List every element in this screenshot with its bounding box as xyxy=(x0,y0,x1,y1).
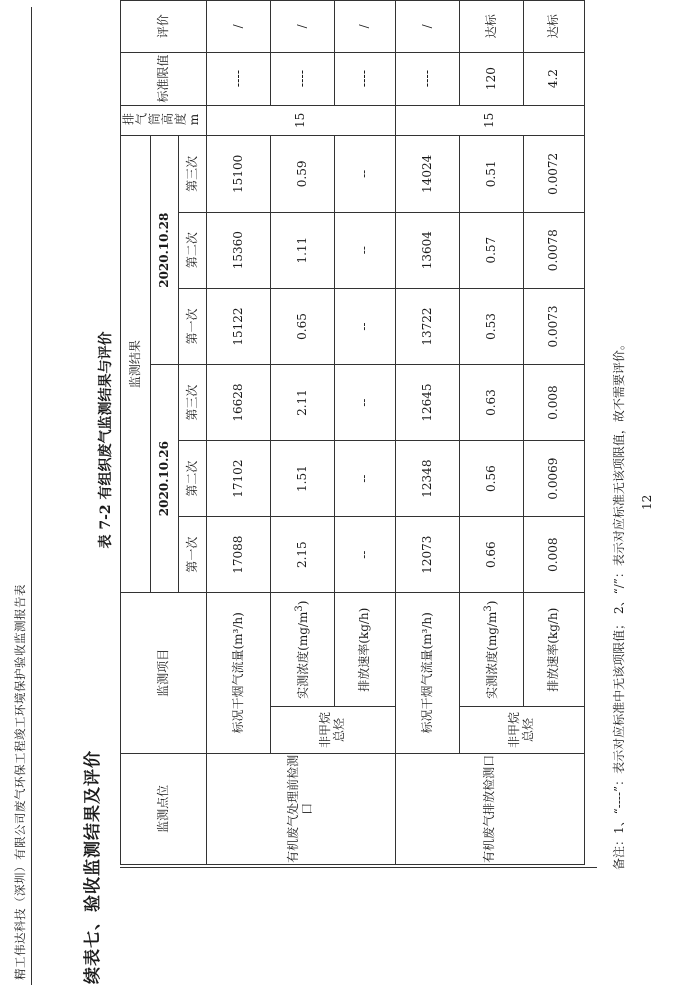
eval-cell: / xyxy=(271,1,335,53)
value-cell: 13604 xyxy=(396,212,460,288)
value-cell: 16628 xyxy=(207,365,271,441)
limit-cell: 4.2 xyxy=(524,52,585,105)
run-header: 第三次 xyxy=(179,365,207,441)
value-cell: 17088 xyxy=(207,517,271,593)
page-number: 12 xyxy=(640,494,654,510)
monitoring-point: 有机废气处理前检测口 xyxy=(207,753,396,864)
eval-cell: / xyxy=(396,1,460,53)
value-cell: -- xyxy=(335,136,396,212)
conc-label-text: ) xyxy=(485,600,500,606)
value-cell: 0.008 xyxy=(524,517,585,593)
row-label: 标况干烟气流量(m³/h) xyxy=(207,593,271,754)
run-header: 第一次 xyxy=(179,517,207,593)
run-header: 第三次 xyxy=(179,136,207,212)
table-notes xyxy=(610,338,627,870)
value-cell: 2.15 xyxy=(271,517,335,593)
value-cell: 0.56 xyxy=(460,440,524,516)
header-cell: 评价 xyxy=(121,1,207,53)
value-cell: 0.008 xyxy=(524,365,585,441)
table-caption: 表 7-2 有组织废气监测结果与评价 xyxy=(98,331,114,549)
section-title: 续表七、验收监测结果及评价 xyxy=(83,750,103,984)
limit-cell: ---- xyxy=(271,52,335,105)
pollutant-label: 非甲烷总烃 xyxy=(460,707,585,753)
limit-cell: ---- xyxy=(396,52,460,105)
row-label: 排放速率(kg/h) xyxy=(524,593,585,707)
value-cell: 1.11 xyxy=(271,212,335,288)
value-cell: 2.11 xyxy=(271,365,335,441)
date-header: 2020.10.26 xyxy=(151,365,179,593)
eval-cell: 达标 xyxy=(524,1,585,53)
stack-height-value: 15 xyxy=(207,105,396,136)
header-cell: 监测点位 xyxy=(121,753,207,864)
value-cell: 0.51 xyxy=(460,136,524,212)
header-rule xyxy=(31,7,32,985)
value-cell: 0.0072 xyxy=(524,136,585,212)
value-cell: 0.0073 xyxy=(524,288,585,364)
value-cell: 0.63 xyxy=(460,365,524,441)
row-label: 排放速率(kg/h) xyxy=(335,593,396,707)
value-cell: -- xyxy=(335,365,396,441)
value-cell: 0.66 xyxy=(460,517,524,593)
conc-label-sup: 3 xyxy=(483,605,495,612)
header-cell: 标准限值 xyxy=(121,52,207,105)
value-cell: 14024 xyxy=(396,136,460,212)
run-header: 第一次 xyxy=(179,288,207,364)
value-cell: 12348 xyxy=(396,440,460,516)
eval-cell: 达标 xyxy=(460,1,524,53)
conc-label-text: ) xyxy=(296,600,311,606)
value-cell: 15360 xyxy=(207,212,271,288)
note-prefix: 备注： xyxy=(612,833,626,870)
header-cell xyxy=(121,105,207,136)
value-cell: 0.65 xyxy=(271,288,335,364)
header-cell: 监测结果 xyxy=(121,136,151,593)
table-outer-frame xyxy=(120,867,597,868)
value-cell: -- xyxy=(335,288,396,364)
stack-height-value: 15 xyxy=(396,105,585,136)
limit-cell: ---- xyxy=(335,52,396,105)
note-1: 1、“----”：表示对应标准中无该项限值； xyxy=(612,614,626,834)
value-cell: 0.0078 xyxy=(524,212,585,288)
conc-label-text: 实测浓度(mg/m xyxy=(485,611,500,699)
run-header: 第二次 xyxy=(179,212,207,288)
value-cell: 0.53 xyxy=(460,288,524,364)
value-cell: 12073 xyxy=(396,517,460,593)
limit-cell: ---- xyxy=(207,52,271,105)
row-label: 标况干烟气流量(m³/h) xyxy=(396,593,460,754)
value-cell: -- xyxy=(335,517,396,593)
eval-cell: / xyxy=(335,1,396,53)
monitoring-results-table xyxy=(120,0,585,865)
note-2: 2、“/”：表示对应标准无该项限值，故不需要评价。 xyxy=(612,338,626,615)
pollutant-label: 非甲烷总烃 xyxy=(271,707,396,753)
value-cell: 0.0069 xyxy=(524,440,585,516)
row-label xyxy=(460,593,524,707)
value-cell: 15122 xyxy=(207,288,271,364)
value-cell: 13722 xyxy=(396,288,460,364)
date-header: 2020.10.28 xyxy=(151,136,179,365)
header-cell: 监测项目 xyxy=(121,593,207,754)
conc-label-text: 实测浓度(mg/m xyxy=(296,611,311,699)
value-cell: 15100 xyxy=(207,136,271,212)
monitoring-point: 有机废气排放检测口 xyxy=(396,753,585,864)
value-cell: 12645 xyxy=(396,365,460,441)
run-header: 第二次 xyxy=(179,440,207,516)
value-cell: 17102 xyxy=(207,440,271,516)
eval-cell: / xyxy=(207,1,271,53)
value-cell: 0.59 xyxy=(271,136,335,212)
value-cell: -- xyxy=(335,212,396,288)
stack-height-label: 排气筒高度m xyxy=(121,112,202,127)
value-cell: 1.51 xyxy=(271,440,335,516)
value-cell: -- xyxy=(335,440,396,516)
row-label xyxy=(271,593,335,707)
limit-cell: 120 xyxy=(460,52,524,105)
running-header: 精工伟达科技（深圳）有限公司废气环保工程竣工环境保护验收监测报告表 xyxy=(13,584,27,980)
conc-label-sup: 3 xyxy=(294,605,306,612)
value-cell: 0.57 xyxy=(460,212,524,288)
